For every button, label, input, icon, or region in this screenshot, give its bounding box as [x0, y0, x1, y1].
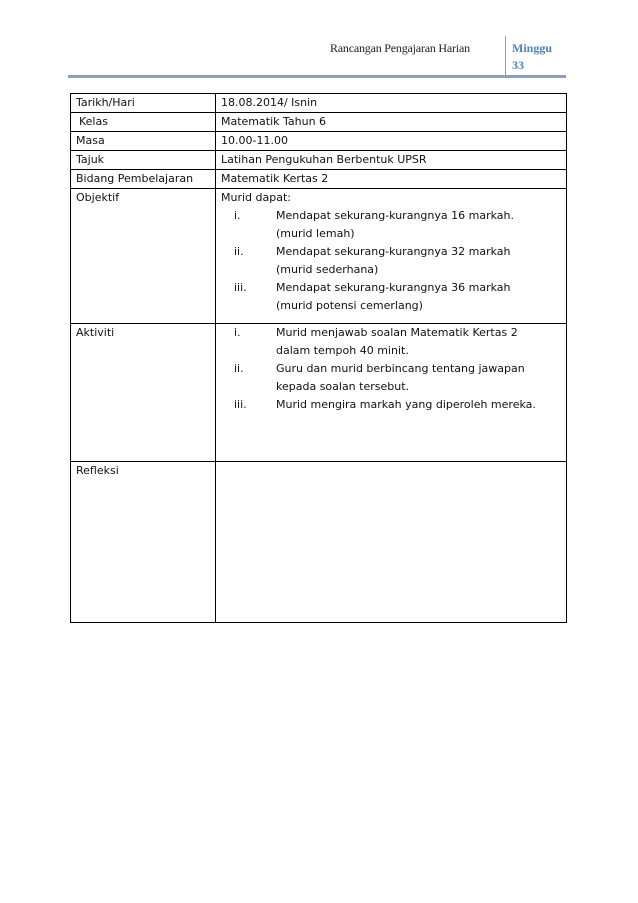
refleksi-label: Refleksi	[71, 462, 216, 623]
list-item	[221, 360, 561, 396]
item-note: (murid potensi cemerlang)	[276, 299, 423, 312]
week-number: 33	[512, 58, 524, 72]
table-row-bidang	[71, 170, 567, 189]
item-number: ii.	[234, 362, 244, 375]
item-number: iii.	[234, 281, 247, 294]
row-value: 18.08.2014/ Isnin	[216, 94, 567, 113]
objektif-list	[221, 207, 561, 315]
row-label: Masa	[71, 132, 216, 151]
item-number: ii.	[234, 245, 244, 258]
table-row-tarikh	[71, 94, 567, 113]
table-row-objektif	[71, 189, 567, 324]
table-row-refleksi	[71, 462, 567, 623]
lesson-plan-table	[70, 93, 567, 623]
row-label: Bidang Pembelajaran	[71, 170, 216, 189]
item-number: i.	[234, 326, 241, 339]
item-note: kepada soalan tersebut.	[276, 380, 410, 393]
page-header-title: Rancangan Pengajaran Harian	[330, 41, 470, 55]
item-main: Murid menjawab soalan Matematik Kertas 2	[276, 326, 518, 339]
item-text	[276, 396, 561, 414]
objektif-label: Objektif	[71, 189, 216, 324]
aktiviti-content	[216, 324, 567, 462]
item-main: Mendapat sekurang-kurangnya 32 markah	[276, 245, 511, 258]
row-label: Tajuk	[71, 151, 216, 170]
item-text	[276, 324, 561, 360]
item-note: (murid sederhana)	[276, 263, 379, 276]
item-text	[276, 279, 561, 315]
row-label-text: Kelas	[79, 115, 108, 128]
row-value: Latihan Pengukuhan Berbentuk UPSR	[216, 151, 567, 170]
list-item	[221, 243, 561, 279]
item-text	[276, 360, 561, 396]
item-main: Murid mengira markah yang diperoleh mereka.	[276, 398, 536, 411]
table-row-kelas	[71, 113, 567, 132]
item-text	[276, 243, 561, 279]
row-label: Tarikh/Hari	[71, 94, 216, 113]
refleksi-content	[216, 462, 567, 623]
row-value: Matematik Kertas 2	[216, 170, 567, 189]
row-value: 10.00-11.00	[216, 132, 567, 151]
header-rule	[68, 75, 566, 78]
item-text	[276, 207, 561, 243]
aktiviti-list	[221, 324, 561, 414]
list-item	[221, 324, 561, 360]
item-note: dalam tempoh 40 minit.	[276, 344, 409, 357]
item-note: (murid lemah)	[276, 227, 355, 240]
objektif-intro: Murid dapat:	[221, 191, 291, 204]
row-label	[71, 113, 216, 132]
table-row-masa	[71, 132, 567, 151]
table-row-tajuk	[71, 151, 567, 170]
list-item	[221, 396, 561, 414]
header-divider	[505, 36, 506, 76]
objektif-content	[216, 189, 567, 324]
aktiviti-label: Aktiviti	[71, 324, 216, 462]
item-main: Guru dan murid berbincang tentang jawapan	[276, 362, 525, 375]
item-main: Mendapat sekurang-kurangnya 16 markah.	[276, 209, 514, 222]
table-row-aktiviti	[71, 324, 567, 462]
item-main: Mendapat sekurang-kurangnya 36 markah	[276, 281, 511, 294]
week-label: Minggu	[512, 41, 553, 55]
header-week	[512, 40, 552, 74]
item-number: i.	[234, 209, 241, 222]
list-item	[221, 207, 561, 243]
item-number: iii.	[234, 398, 247, 411]
row-value: Matematik Tahun 6	[216, 113, 567, 132]
list-item	[221, 279, 561, 315]
